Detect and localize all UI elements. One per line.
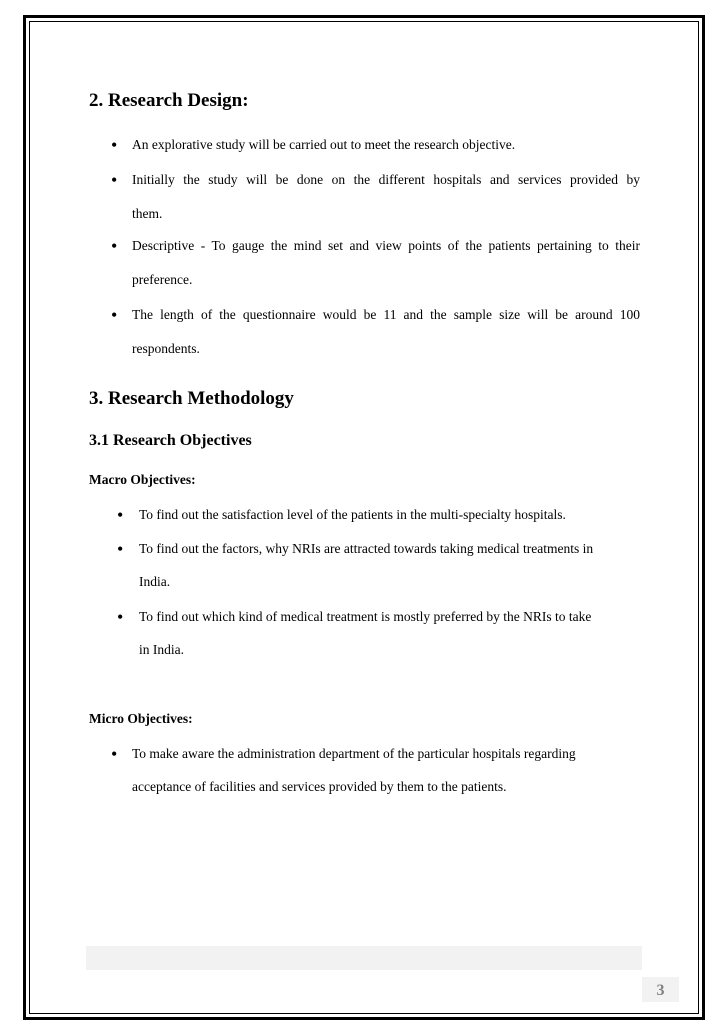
research-design-item-4-line-2: respondents. <box>132 341 200 356</box>
macro-objective-2-line-1: To find out the factors, why NRIs are attracted towards taking medical treatments in <box>139 541 594 556</box>
section-heading-research-design: 2. Research Design: <box>89 90 249 111</box>
subheading-research-objectives: 3.1 Research Objectives <box>89 432 252 449</box>
research-design-item-1-line-1: An explorative study will be carried out to meet the research objective. <box>132 137 516 152</box>
micro-objective-1-line-1: To make aware the administration department of the particular hospitals regarding <box>132 746 576 761</box>
label-macro-objectives: Macro Objectives: <box>89 472 196 487</box>
bullet-icon: • <box>111 236 118 256</box>
micro-objective-1-line-2: acceptance of facilities and services provided by them to the patients. <box>132 779 507 794</box>
research-design-item-4-line-1: The length of the questionnaire would be 11 and the sample size will be around 100 <box>132 307 640 322</box>
page-number: 3 <box>642 977 679 1002</box>
research-design-item-2-line-2: them. <box>132 206 163 221</box>
research-design-item-3-line-2: preference. <box>132 272 193 287</box>
macro-objective-3-line-2: in India. <box>139 642 184 657</box>
section-heading-research-methodology: 3. Research Methodology <box>89 388 294 409</box>
bullet-icon: • <box>111 744 118 764</box>
label-micro-objectives: Micro Objectives: <box>89 711 193 726</box>
macro-objective-1-line-1: To find out the satisfaction level of the patients in the multi-specialty hospitals. <box>139 507 566 522</box>
bullet-icon: • <box>117 607 124 627</box>
macro-objective-2-line-2: India. <box>139 574 171 589</box>
bullet-icon: • <box>111 170 118 190</box>
bullet-icon: • <box>111 305 118 325</box>
footer-bar <box>86 946 642 970</box>
research-design-item-3-line-1: Descriptive - To gauge the mind set and view points of the patients pertaining to their <box>132 238 640 253</box>
research-design-item-2-line-1: Initially the study will be done on the different hospitals and services provided by <box>132 172 640 187</box>
bullet-icon: • <box>117 505 124 525</box>
bullet-icon: • <box>117 539 124 559</box>
bullet-icon: • <box>111 135 118 155</box>
macro-objective-3-line-1: To find out which kind of medical treatment is mostly preferred by the NRIs to take <box>139 609 592 624</box>
